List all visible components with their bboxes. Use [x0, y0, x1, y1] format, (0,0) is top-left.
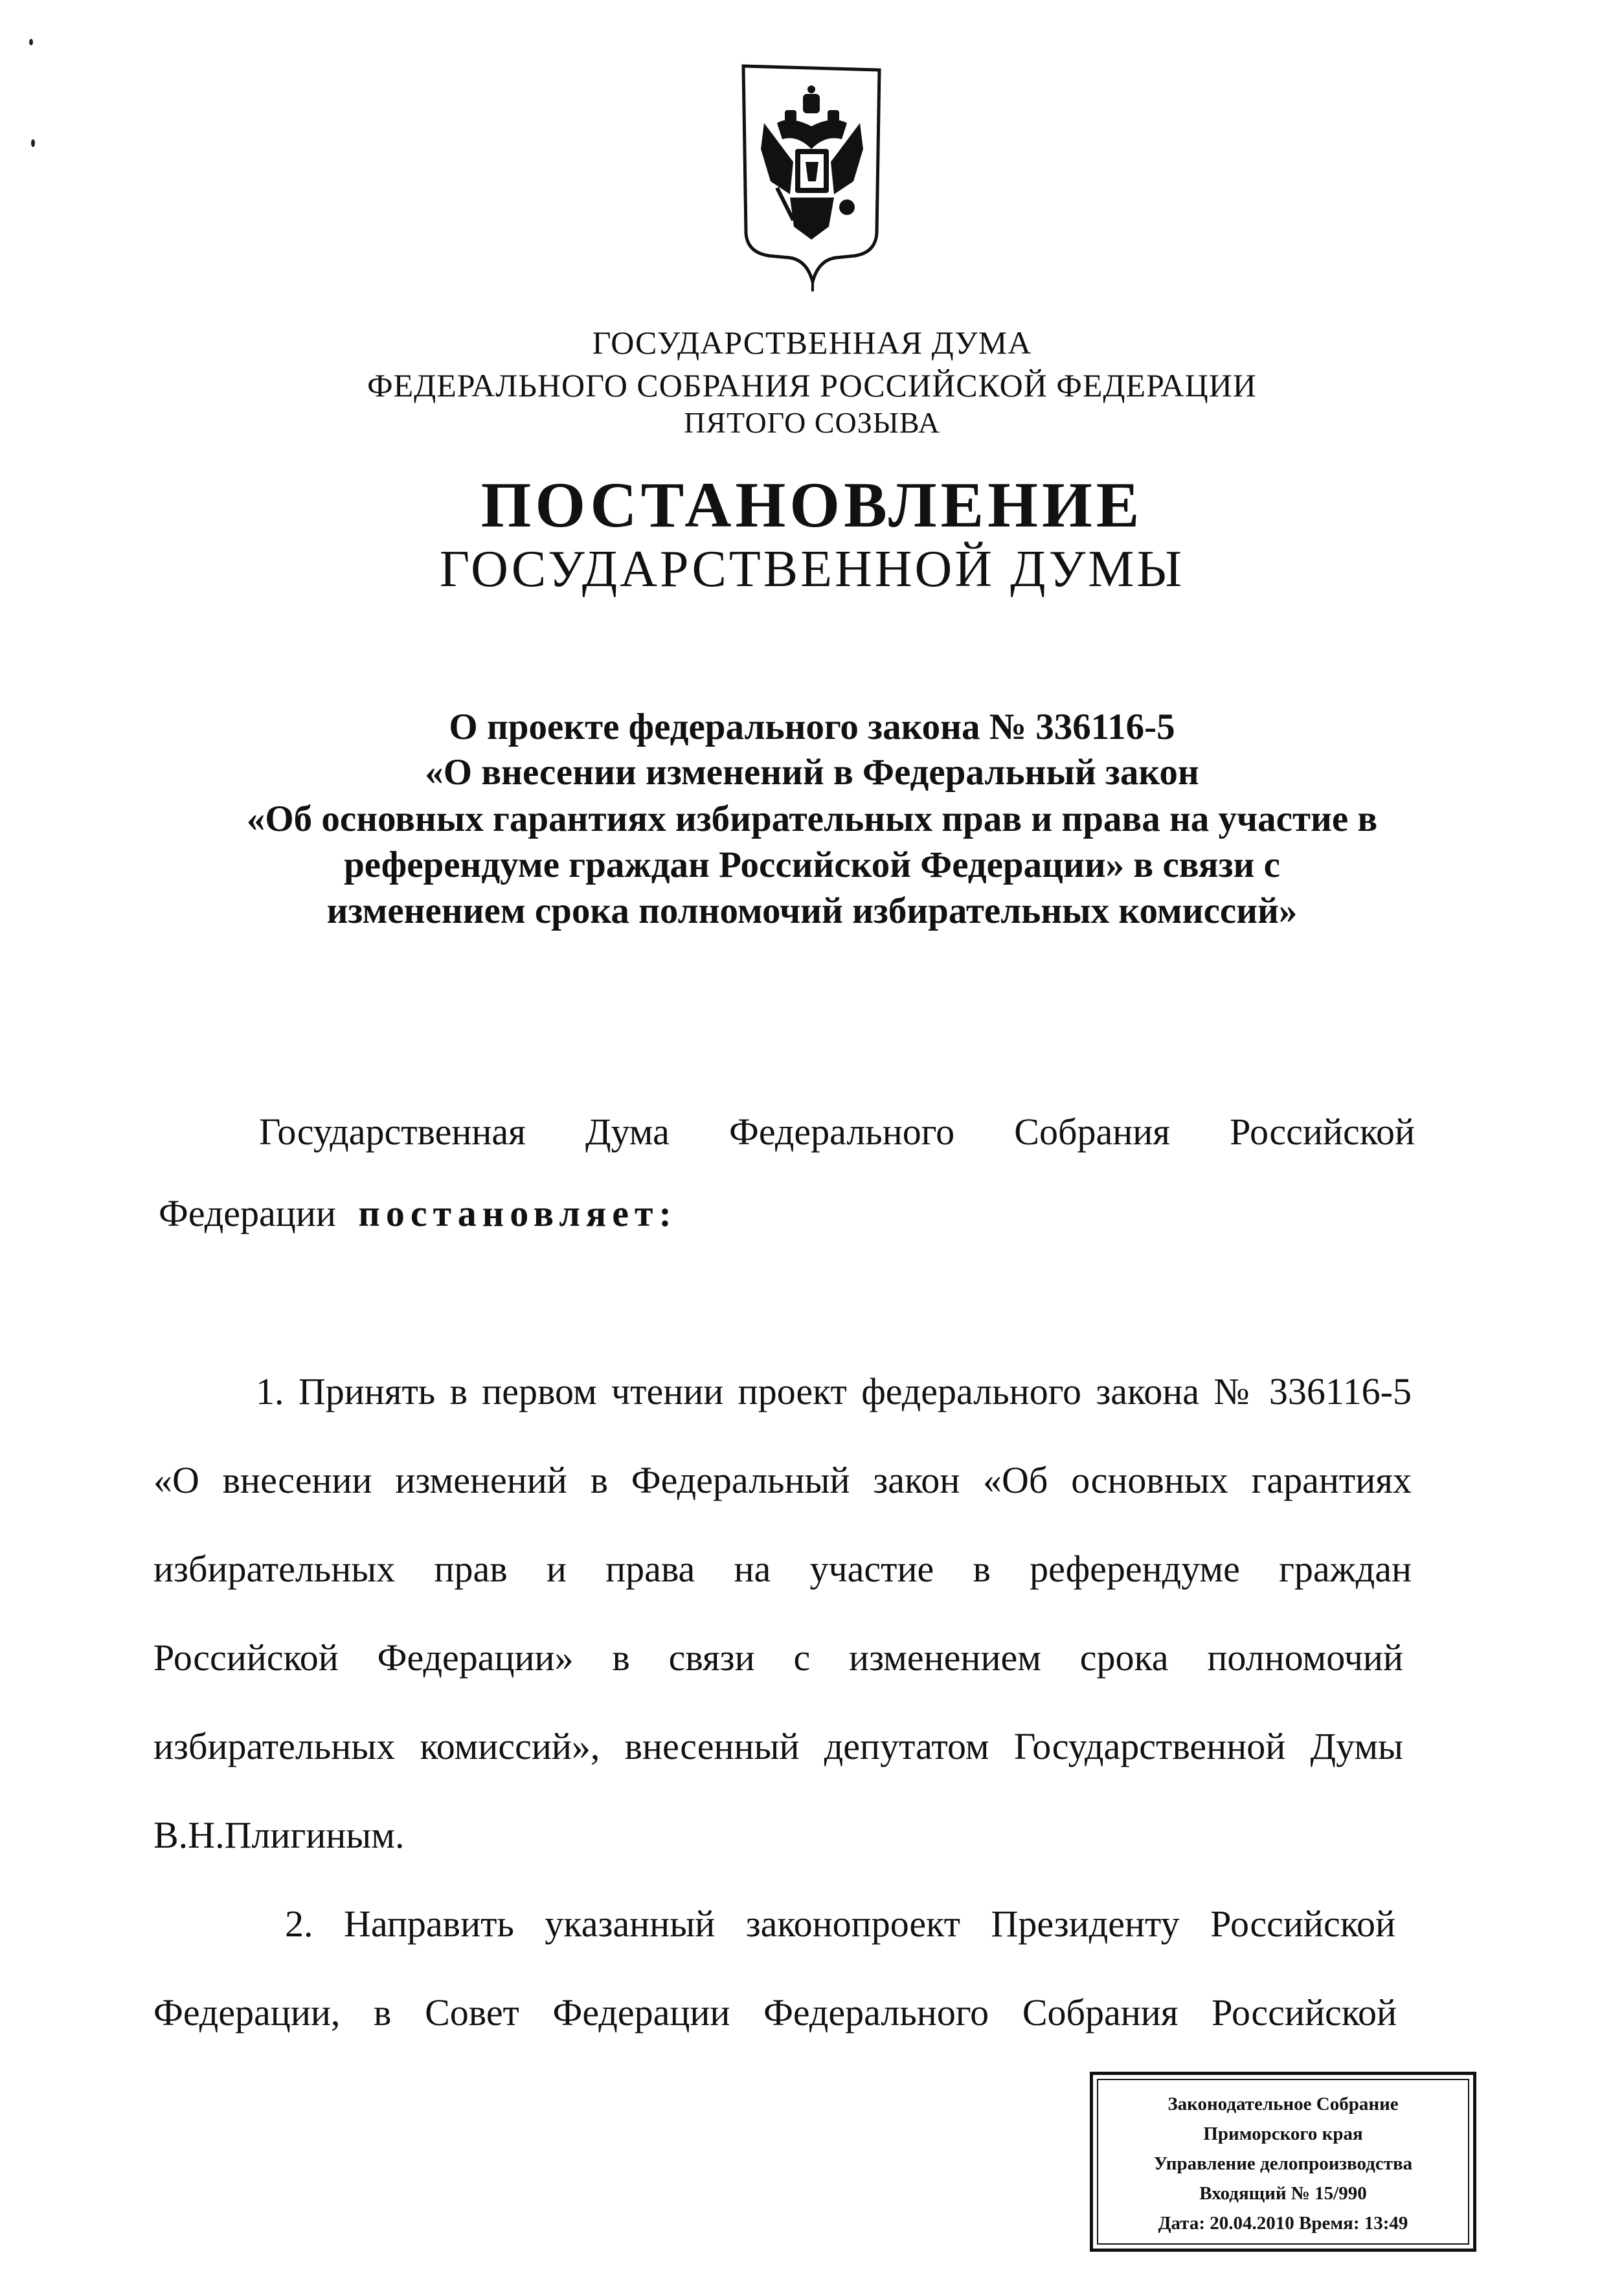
header-line-3: ПЯТОГО СОЗЫВА: [684, 406, 940, 439]
document-type: ПОСТАНОВЛЕНИЕ: [480, 469, 1144, 541]
para1-line: 1. Принять в первом чтении проект федерального закона № 336116-5: [256, 1370, 1412, 1412]
title-line: изменением срока полномочий избирательных комиссий»: [326, 890, 1298, 931]
stamp-text: [1097, 2079, 1469, 2245]
preamble-line-2: [159, 1192, 677, 1235]
stamp-line: Входящий № 15/990: [1199, 2183, 1367, 2204]
para1-line: «О внесении изменений в Федеральный закон «Об основных гарантиях: [153, 1459, 1412, 1501]
preamble-decrees: постановляет:: [358, 1192, 677, 1234]
para2-line: 2. Направить указанный законопроект Президенту Российской: [285, 1903, 1395, 1945]
para1-line: В.Н.Плигиным.: [153, 1814, 405, 1856]
para1-line: Российской Федерации» в связи с изменением срока полномочий: [153, 1637, 1403, 1679]
title-line: «Об основных гарантиях избирательных прав и права на участие в: [246, 799, 1378, 839]
para1-line: избирательных прав и права на участие в референдуме граждан: [153, 1548, 1412, 1590]
header-line-1: ГОСУДАРСТВЕННАЯ ДУМА: [592, 324, 1032, 361]
state-emblem: [738, 58, 886, 291]
preamble-line-1: Государственная Дума Федерального Собрания Российской: [259, 1111, 1415, 1153]
preamble-federation: Федерации: [159, 1192, 336, 1234]
stamp-line: Управление делопроизводства: [1153, 2153, 1413, 2174]
stamp-line: Дата: 20.04.2010 Время: 13:49: [1158, 2213, 1408, 2234]
scan-speck: [29, 39, 33, 45]
para2-line: Федерации, в Совет Федерации Федерального Собрания Российской: [153, 1991, 1397, 2033]
para1-line: избирательных комиссий», внесенный депутатом Государственной Думы: [153, 1725, 1403, 1767]
stamp-line: Законодательное Собрание: [1167, 2094, 1399, 2114]
title-line: референдуме граждан Российской Федерации» в связи с: [344, 844, 1280, 885]
title-line: «О внесении изменений в Федеральный закон: [425, 752, 1199, 793]
registration-stamp: [1090, 2072, 1476, 2252]
header-line-2: ФЕДЕРАЛЬНОГО СОБРАНИЯ РОССИЙСКОЙ ФЕДЕРАЦИИ: [367, 367, 1257, 403]
scan-speck: [31, 139, 35, 147]
document-issuer: ГОСУДАРСТВЕННОЙ ДУМЫ: [439, 541, 1185, 598]
stamp-line: Приморского края: [1203, 2124, 1363, 2144]
title-line: О проекте федерального закона № 336116-5: [449, 707, 1175, 747]
